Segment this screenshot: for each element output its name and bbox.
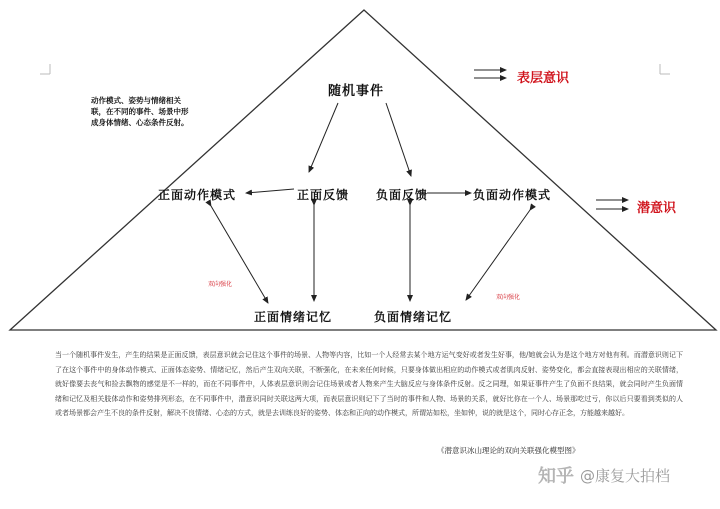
surface-level-arrow (474, 70, 506, 78)
bidirectional-label-right: 双向强化 (496, 294, 521, 301)
arrow-positive-feedback-to-pattern (246, 189, 294, 193)
subconscious-label: 潜意识 (637, 201, 677, 216)
surface-consciousness-label: 表层意识 (517, 71, 570, 86)
node-positive-pattern: 正面动作模式 (158, 188, 237, 202)
watermark-author: @康复大拍档 (580, 466, 671, 485)
node-positive-feedback: 正面反馈 (297, 188, 350, 202)
bidirectional-label-left: 双向强化 (208, 281, 233, 288)
node-random-event: 随机事件 (328, 84, 385, 99)
subconscious-level-arrow (596, 200, 628, 209)
explanation-paragraph: 当一个随机事件发生，产生的结果是正面反馈，表层意识就会记住这个事件的场景、人物等内容，比如一个人经常去某个地方运气变好或者发生好事，他/她就会认为是这个地方对他有利。而潜意识则记下了在这个事件中的身体动作模式、正面体态姿势、情绪记忆，然后产生双向关联，不断强化，在未来任何时候，只要身体做出相应的动作模式或者肌肉反射、姿势变化，都会直接表现出相应的关联情绪，就好像要去丧气和捡去飘物的感觉是不一样的，而在不同事件中，人体表层意识则会记住场景或者人物来产生大脑反应与身体条件反射。反之同理，如果证事件产生了负面不良结果，就会同时产生负面情绪和记忆及相关肢体动作和姿势排列形态，在不同事件中，潜意识同时关联这两大项，而表层意识则记下了当时的事件和人物、场景的关系，就好比你在一个人、场景那吃过亏，你以后只要看到类似的人或者场景都会产生不良的条件反射，解决不良情绪、心态的方式，就是去训练良好的姿势、体态和正向的动作模式，所谓站如松，坐如钟，说的就是这个，同时心存正念，方能越来越好。 (55, 351, 683, 418)
node-negative-feedback: 负面反馈 (376, 188, 429, 202)
watermark-platform: 知乎 (538, 466, 574, 487)
arrow-event-to-positive-feedback (309, 103, 338, 172)
arrow-positive-pattern-memory (211, 206, 268, 303)
crop-marks (40, 64, 670, 74)
node-negative-pattern: 负面动作模式 (473, 188, 552, 202)
figure-caption: 《潜意识冰山理论的双向关联强化模型图》 (437, 446, 580, 455)
node-negative-memory: 负面情绪记忆 (374, 310, 453, 324)
arrow-event-to-negative-feedback (386, 103, 411, 176)
watermark (538, 462, 670, 488)
iceberg-triangle (10, 10, 716, 330)
arrow-negative-pattern-memory (466, 210, 530, 300)
pattern-emotion-note: 动作模式、姿势与情绪相关联，在不同的事件、场景中形成身体情绪、心态条件反射。 (91, 96, 189, 127)
node-positive-memory: 正面情绪记忆 (254, 310, 333, 324)
